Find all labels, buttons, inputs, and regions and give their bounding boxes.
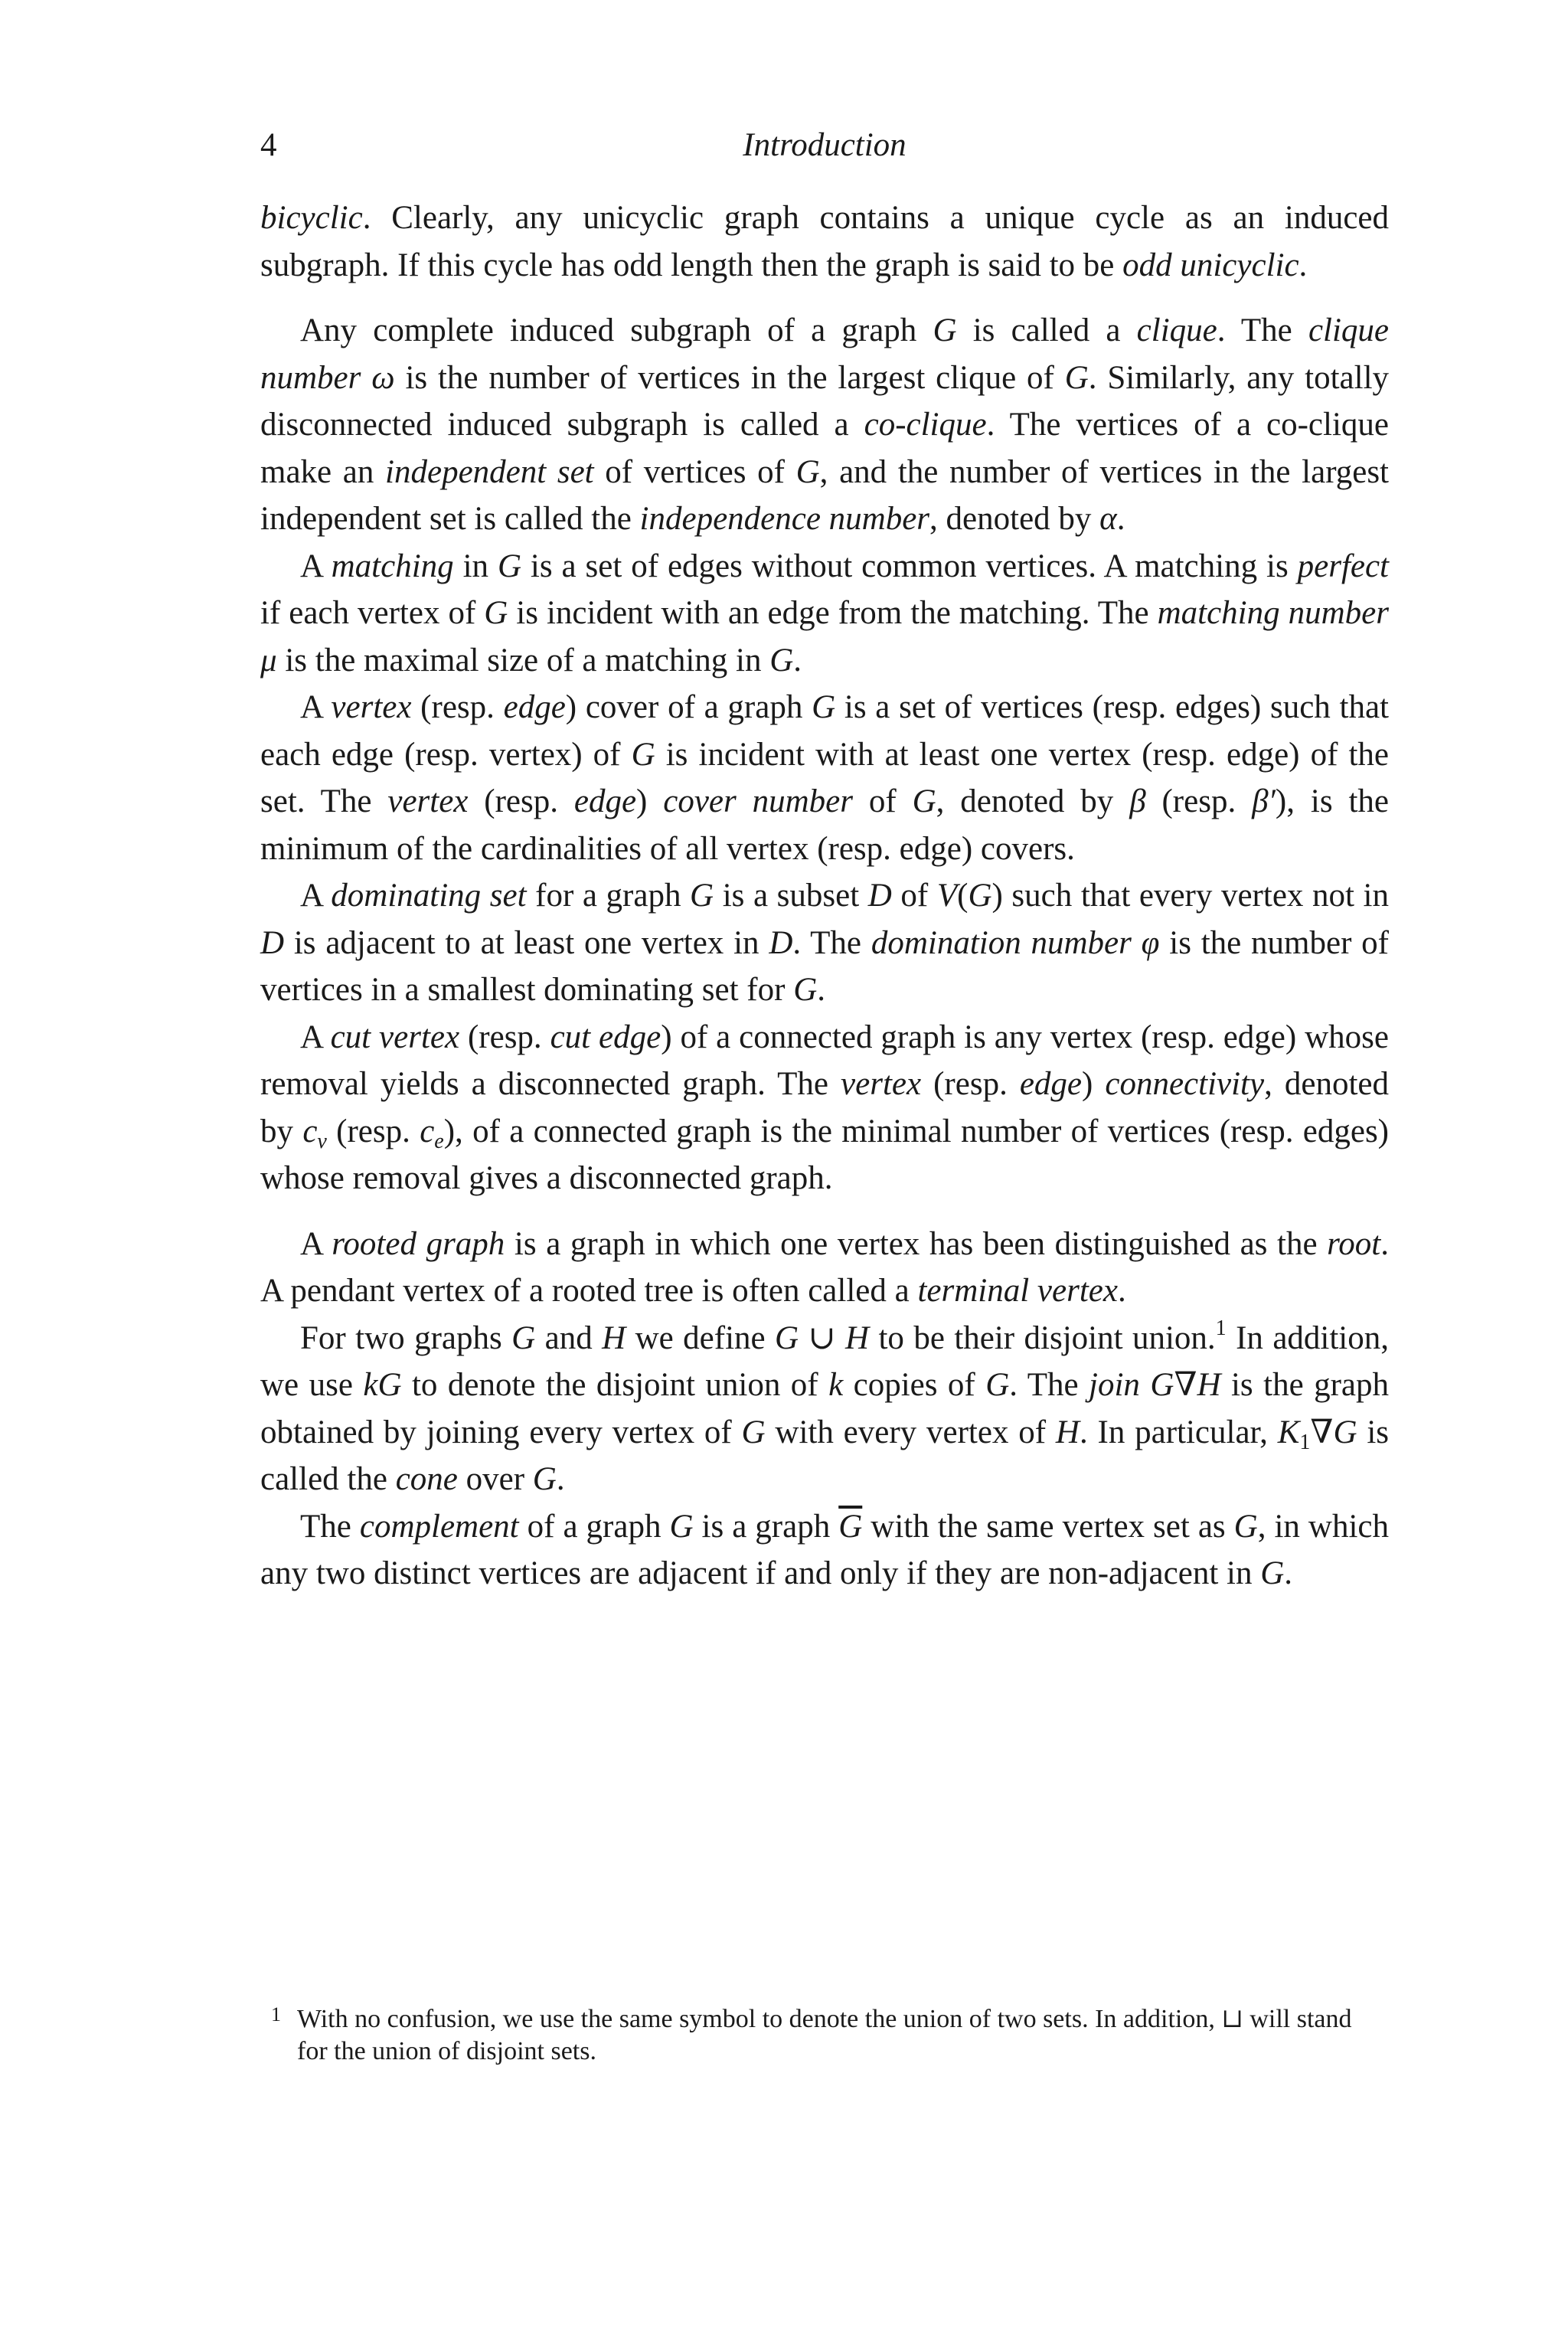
paragraph-rooted-graph: A rooted graph is a graph in which one vertex has been distinguished as the root. A pendant vertex of a rooted tree is often called a terminal vertex. <box>260 1225 1389 1309</box>
footnote-text: With no confusion, we use the same symbol to denote the union of two sets. In addition, ⊔ will stand for the union of disjoint sets. <box>297 2005 1352 2065</box>
body-text <box>260 195 1389 1597</box>
paragraph-complement: The complement of a graph G is a graph $\overline{G}$ with the same vertex set as G, in which any two distinct vertices are adjacent if and only if they are non-adjacent in G. <box>260 1508 1389 1591</box>
complement-symbol: $\overline{G}$ <box>838 1508 863 1545</box>
paragraph-cover: A vertex (resp. edge) cover of a graph G is a set of vertices (resp. edges) such that each edge (resp. vertex) of G is incident with at least one vertex (resp. edge) of the set. The vertex (resp. edge) cover number of G, denoted by β (resp. β′), is the minimum of the cardinalities of all vertex (resp. edge) covers. <box>260 689 1389 867</box>
paragraph-dominating: A dominating set for a graph G is a subset D of V(G) such that every vertex not in D is adjacent to at least one vertex in D. The domination number φ is the number of vertices in a smallest dominating set for G. <box>260 878 1389 1008</box>
footnote <box>271 2003 1358 2068</box>
running-title: Introduction <box>743 127 906 163</box>
footnote-reference[interactable]: 1 <box>1215 1316 1227 1340</box>
footnote-mark: 1 <box>271 2003 281 2026</box>
running-head <box>260 123 1389 168</box>
paragraph-clique: Any complete induced subgraph of a graph G is called a clique. The clique number ω is the number of vertices in the largest clique of G. Similarly, any totally disconnected induced subgraph is called a co-clique. The vertices of a co-clique make an independent set of vertices of G, and the number of vertices in the largest independent set is called the independence number, denoted by α. <box>260 312 1390 537</box>
paragraph-connectivity: A cut vertex (resp. cut edge) of a connected graph is any vertex (resp. edge) whose removal yields a disconnected graph. The vertex (resp. edge) connectivity, denoted by $c_v$ (resp. $c_e$), of a connected graph is the minimal number of vertices (resp. edges) whose removal gives a disconnected graph. <box>260 1019 1390 1196</box>
paragraph-union-join: For two graphs G and H we define G ∪ H to be their disjoint union.$^1$ In addition, we use kG to denote the disjoint union of k copies of G. The join G∇H is the graph obtained by joining every vertex of G with every vertex of H. In particular, $K_1\nabla G$ is called the cone over G. <box>260 1316 1390 1497</box>
paragraph-bicyclic: bicyclic. Clearly, any unicyclic graph contains a unique cycle as an induced subgraph. If this cycle has odd length then the graph is said to be odd unicyclic. <box>260 200 1389 283</box>
paragraph-matching: A matching in G is a set of edges without common vertices. A matching is perfect if each vertex of G is incident with an edge from the matching. The matching number μ is the maximal size of a matching in G. <box>260 548 1390 678</box>
page-number: 4 <box>260 127 277 163</box>
